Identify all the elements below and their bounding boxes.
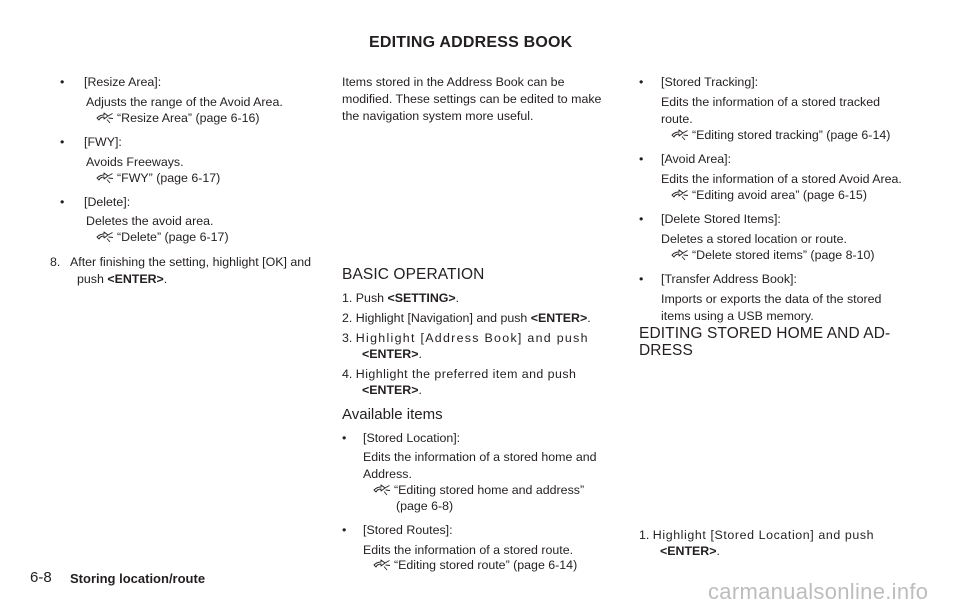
period: . (163, 272, 168, 286)
ref-text: “Editing stored tracking” (page 6-14) (692, 128, 891, 142)
editing-home-heading-line1: EDITING STORED HOME AND AD- (639, 325, 891, 342)
bullet: • (60, 195, 65, 209)
step-3-key (362, 346, 422, 363)
item-desc-fwy: Avoids Freeways. (86, 155, 184, 169)
item-label-delete-stored-items: [Delete Stored Items]: (661, 212, 781, 226)
item-desc: Deletes a stored location or route. (661, 232, 847, 246)
step-2 (342, 310, 591, 327)
step-number: 1. (342, 291, 353, 305)
period: . (418, 347, 422, 361)
reference-arrow-icon (671, 189, 689, 201)
intro-line-1: Items stored in the Address Book can be (342, 75, 565, 89)
bullet: • (639, 212, 644, 226)
step-number: 4. (342, 367, 353, 381)
period: . (455, 291, 460, 305)
ref-text: “Delete” (page 6-17) (117, 230, 229, 244)
section-title: EDITING ADDRESS BOOK (369, 34, 573, 51)
bullet: • (639, 272, 644, 286)
item-desc: Edits the information of a stored route. (363, 543, 574, 557)
period: . (587, 311, 591, 325)
item-desc: Address. (363, 467, 412, 481)
item-label-avoid-area: [Avoid Area]: (661, 152, 732, 166)
enter-key: <ENTER> (362, 347, 419, 361)
watermark: carmanualsonline.info (708, 579, 929, 604)
chapter-title: Storing location/route (70, 571, 206, 586)
item-desc: items using a USB memory. (661, 309, 814, 323)
step-1-stored-location (639, 527, 874, 544)
ref-stored-tracking[interactable] (671, 127, 890, 144)
enter-key: <ENTER> (362, 383, 419, 397)
setting-key: <SETTING> (387, 291, 456, 305)
ref-text: “Delete stored items” (page 8-10) (692, 248, 875, 262)
bullet: • (60, 75, 65, 89)
step-1 (342, 290, 459, 307)
period: . (716, 544, 720, 558)
step-8-push: push (77, 272, 104, 286)
period: . (418, 383, 422, 397)
item-label-stored-routes: [Stored Routes]: (363, 523, 453, 537)
basic-operation-heading: BASIC OPERATION (342, 266, 485, 283)
bullet: • (60, 135, 65, 149)
step-text: Highlight [Address Book] and push (355, 331, 589, 345)
ref-delete[interactable] (96, 229, 229, 246)
enter-key: <ENTER> (530, 311, 588, 325)
step-number: 1. (639, 528, 650, 542)
intro-line-3: the navigation system more useful. (342, 109, 534, 123)
item-desc: Imports or exports the data of the stored (661, 292, 882, 306)
step-4-key (362, 382, 422, 399)
step-text: Highlight the preferred item and push (355, 367, 577, 381)
step-3 (342, 330, 589, 347)
step-number: 3. (342, 331, 353, 345)
bullet: • (342, 523, 347, 537)
bullet: • (639, 152, 644, 166)
step-number: 2. (342, 311, 353, 325)
ref-delete-stored-items[interactable] (671, 247, 875, 264)
item-desc: route. (661, 112, 693, 126)
bullet: • (342, 431, 347, 445)
intro-line-2: modified. These settings can be edited to make (342, 92, 602, 106)
reference-arrow-icon (96, 231, 114, 243)
enter-key: <ENTER> (107, 272, 164, 286)
step-8-text: After finishing the setting, highlight [OK] and (70, 255, 312, 269)
editing-home-heading-line2: DRESS (639, 342, 693, 359)
item-label-resize-area: [Resize Area]: (84, 75, 162, 89)
step-text: Highlight [Navigation] and push (355, 311, 528, 325)
step-1-key (660, 543, 720, 560)
reference-arrow-icon (671, 249, 689, 261)
ref-text: “FWY” (page 6-17) (117, 171, 221, 185)
ref-stored-route[interactable] (373, 557, 577, 574)
bullet: • (639, 75, 644, 89)
step-number: 8. (50, 255, 61, 269)
step-4 (342, 366, 576, 383)
item-label-stored-tracking: [Stored Tracking]: (661, 75, 759, 89)
ref-text: “Editing avoid area” (page 6-15) (692, 188, 867, 202)
step-8-line2 (77, 271, 167, 288)
step-text: Push (355, 291, 385, 305)
item-desc: Edits the information of a stored home and (363, 450, 597, 464)
ref-text: “Editing stored route” (page 6-14) (394, 558, 578, 572)
item-label-fwy: [FWY]: (84, 135, 122, 149)
ref-text: “Resize Area” (page 6-16) (117, 111, 260, 125)
reference-arrow-icon (96, 172, 114, 184)
ref-stored-home[interactable] (373, 482, 584, 499)
ref-text: “Editing stored home and address” (394, 483, 585, 497)
ref-page: (page 6-8) (396, 499, 454, 513)
ref-avoid-area[interactable] (671, 187, 867, 204)
item-desc: Edits the information of a stored Avoid Area. (661, 172, 902, 186)
item-desc-resize-area: Adjusts the range of the Avoid Area. (86, 95, 283, 109)
reference-arrow-icon (96, 112, 114, 124)
reference-arrow-icon (671, 129, 689, 141)
item-desc-delete: Deletes the avoid area. (86, 214, 214, 228)
item-label-transfer-address-book: [Transfer Address Book]: (661, 272, 797, 286)
step-text: Highlight [Stored Location] and push (652, 528, 875, 542)
enter-key: <ENTER> (660, 544, 717, 558)
reference-arrow-icon (373, 484, 391, 496)
item-label-delete: [Delete]: (84, 195, 131, 209)
reference-arrow-icon (373, 559, 391, 571)
ref-resize-area[interactable] (96, 110, 260, 127)
ref-fwy[interactable] (96, 170, 220, 187)
item-desc: Edits the information of a stored tracked (661, 95, 881, 109)
page-number: 6-8 (30, 569, 52, 586)
available-items-heading: Available items (342, 406, 443, 423)
item-label-stored-location: [Stored Location]: (363, 431, 461, 445)
